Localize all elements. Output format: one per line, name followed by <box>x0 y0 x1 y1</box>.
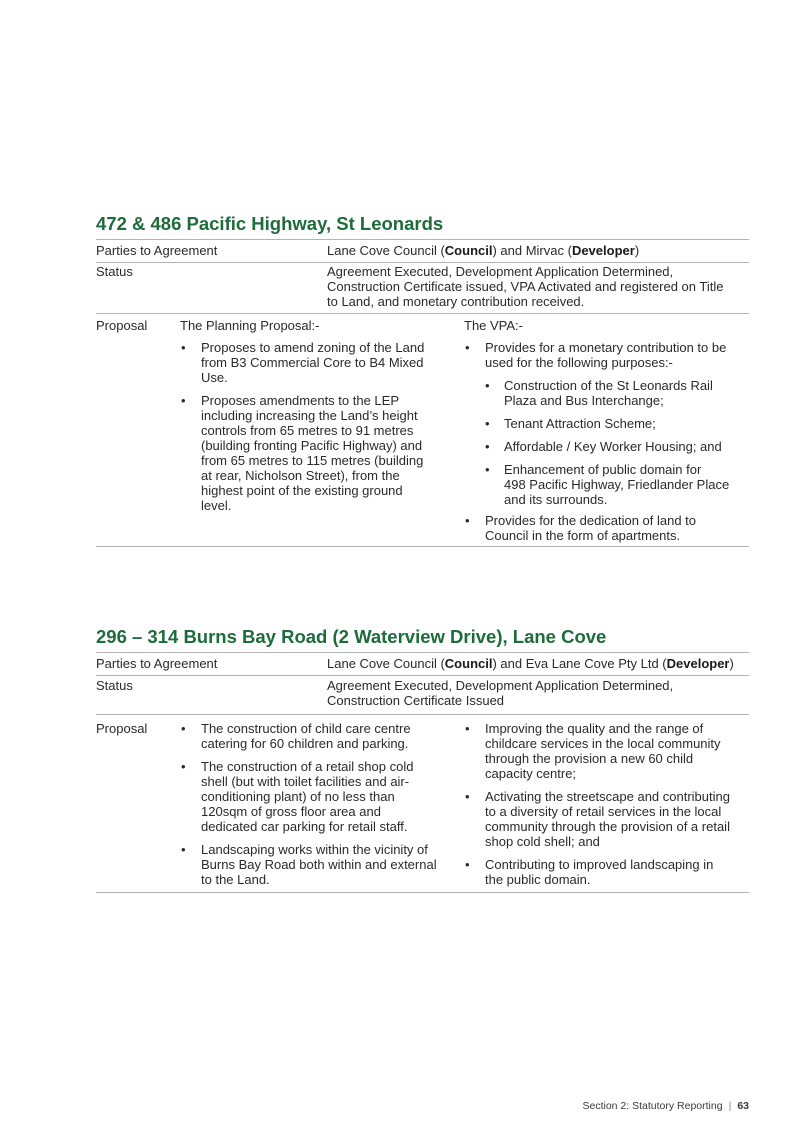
vpa-sublist <box>484 378 749 507</box>
status-value: Agreement Executed, Development Application Determined, Construction Certificate Issued <box>327 678 674 708</box>
list-item: • Proposes to amend zoning of the Land from B3 Commercial Core to B4 Mixed Use. <box>180 340 450 385</box>
table-rule <box>96 262 749 263</box>
proposal-benefits-list <box>464 721 749 887</box>
table-rule <box>96 546 749 547</box>
parties-value: Lane Cove Council (Council) and Mirvac (Developer) <box>327 243 640 258</box>
status-value: Agreement Executed, Development Application Determined, Construction Certificate issued, VPA Activated and registered on Title to Land, and monetary contribution received. <box>327 264 724 309</box>
list-item: • Activating the streetscape and contributing to a diversity of retail services in the local community through the provision of a retail shop cold shell; and <box>464 789 749 849</box>
vpa-heading: The VPA:- <box>464 318 524 333</box>
list-item: • Affordable / Key Worker Housing; and <box>484 439 749 454</box>
proposal-label: Proposal <box>96 318 148 333</box>
list-item: • Tenant Attraction Scheme; <box>484 416 749 431</box>
list-item: • Proposes amendments to the LEP including increasing the Land’s height controls from 65 metres to 91 metres (building fronting Pacific Highway) and from 65 metres to 115 metres (building at rear, Nicholson Street), from the highest point of the existing ground level. <box>180 393 450 513</box>
list-item: • Provides for a monetary contribution to be used for the following purposes:- <box>464 340 749 370</box>
parties-label: Parties to Agreement <box>96 656 218 671</box>
proposal-label: Proposal <box>96 721 148 736</box>
list-item: • Contributing to improved landscaping in the public domain. <box>464 857 749 887</box>
table-rule <box>96 239 749 240</box>
table-rule <box>96 652 749 653</box>
table-rule <box>96 313 749 314</box>
section-title: 472 & 486 Pacific Highway, St Leonards <box>96 213 444 234</box>
page-footer <box>582 1100 749 1112</box>
list-item: • The construction of a retail shop cold shell (but with toilet facilities and air- conditioning plant) of no less than 120sqm of gross floor area and dedicated car parking for retail staff. <box>180 759 450 834</box>
parties-value: Lane Cove Council (Council) and Eva Lane Cove Pty Ltd (Developer) <box>327 656 734 671</box>
page-number: 63 <box>737 1100 749 1112</box>
footer-separator: | <box>728 1100 732 1112</box>
status-label: Status <box>96 678 133 693</box>
list-item: • Provides for the dedication of land to Council in the form of apartments. <box>464 513 749 543</box>
table-rule <box>96 675 749 676</box>
list-item: • Improving the quality and the range of childcare services in the local community through the provision a new 60 child capacity centre; <box>464 721 749 781</box>
proposal-works-list <box>180 721 450 887</box>
section-title: 296 – 314 Burns Bay Road (2 Waterview Drive), Lane Cove <box>96 626 607 647</box>
vpa-list <box>464 340 749 377</box>
table-rule <box>96 714 749 715</box>
planning-proposal-heading: The Planning Proposal:- <box>180 318 320 333</box>
list-item: • Construction of the St Leonards Rail Plaza and Bus Interchange; <box>484 378 749 408</box>
status-label: Status <box>96 264 133 279</box>
footer-section-label: Section 2: Statutory Reporting <box>582 1100 723 1112</box>
list-item: • Enhancement of public domain for 498 Pacific Highway, Friedlander Place and its surrounds. <box>484 462 749 507</box>
vpa-list-continued <box>464 513 749 543</box>
parties-label: Parties to Agreement <box>96 243 218 258</box>
list-item: • Landscaping works within the vicinity of Burns Bay Road both within and external to the Land. <box>180 842 450 887</box>
list-item: • The construction of child care centre catering for 60 children and parking. <box>180 721 450 751</box>
planning-proposal-list <box>180 340 450 513</box>
table-rule <box>96 892 749 893</box>
